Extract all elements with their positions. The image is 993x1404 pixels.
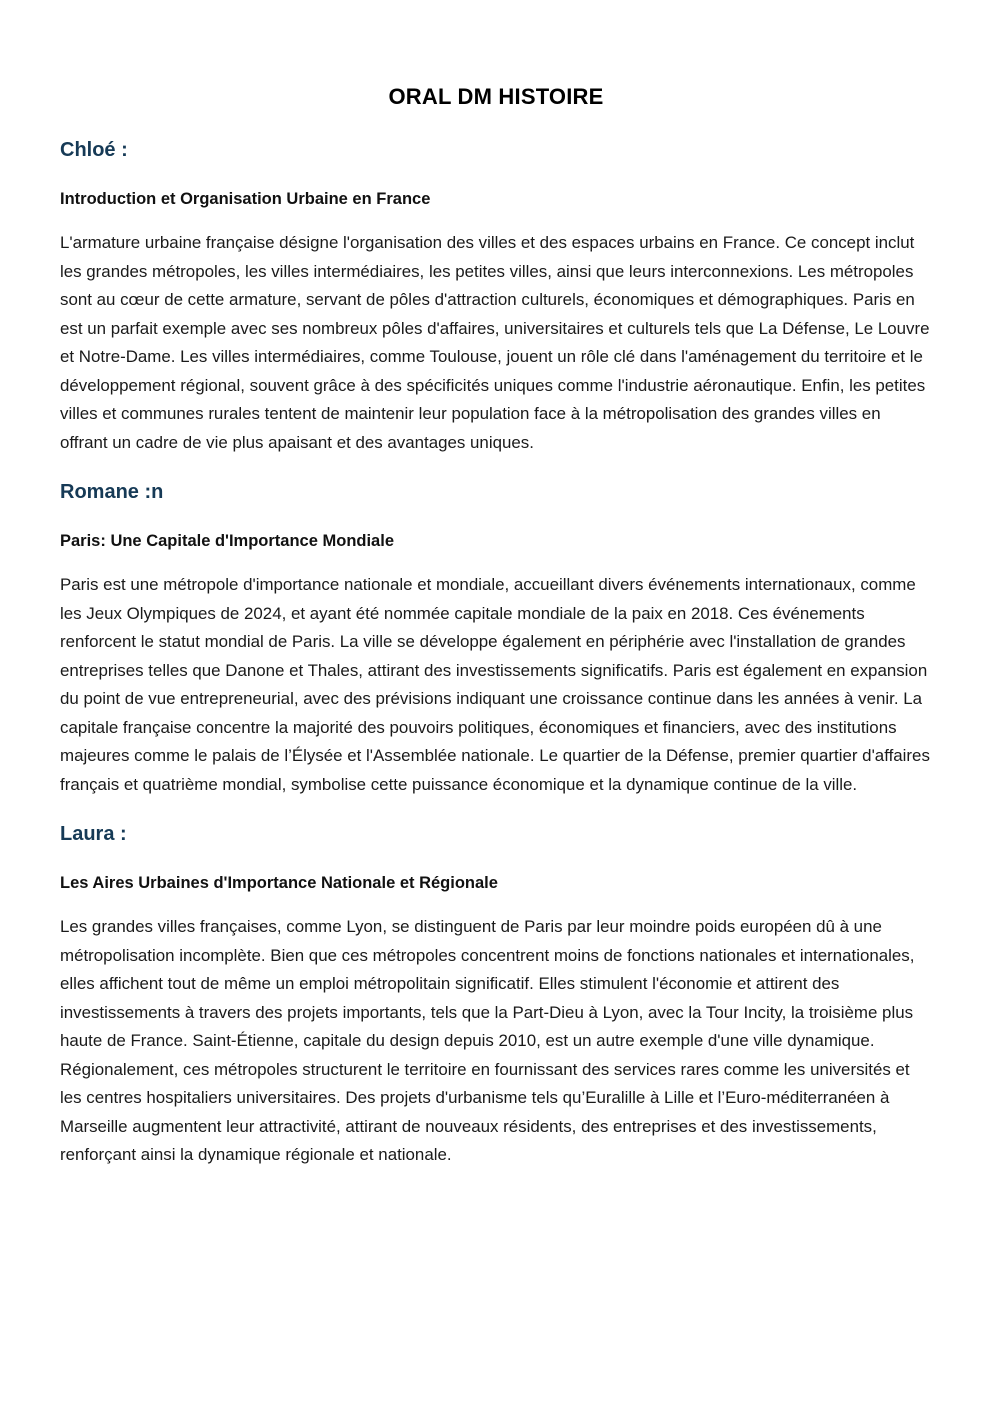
- section-heading: Introduction et Organisation Urbaine en France: [60, 190, 431, 208]
- section-paragraph: Les grandes villes françaises, comme Lyon, se distinguent de Paris par leur moindre poids européen dû à une métropolisation incomplète. Bien que ces métropoles concentrent moins de fonctions nationales et internationales, elles affichent tout de même un emploi métropolitain significatif. Elles stimulent l'économie et attirent des investissements à travers des projets importants, tels que la Part-Dieu à Lyon, avec la Tour Incity, la troisième plus haute de France. Saint-Étienne, capitale du design depuis 2010, est un autre exemple d'une ville dynamique. Régionalement, ces métropoles structurent le territoire en fournissant des services rares comme les universités et les centres hospitaliers universitaires. Des projets d'urbanisme tels qu’Euralille à Lille et l’Euro-méditerranéen à Marseille augmentent leur attractivité, attirant de nouveaux résidents, des entreprises et des investissements, renforçant ainsi la dynamique régionale et nationale.: [60, 917, 915, 1164]
- section-paragraph: Paris est une métropole d'importance nationale et mondiale, accueillant divers événements internationaux, comme les Jeux Olympiques de 2024, et ayant été nommée capitale mondiale de la paix en 2018. Ces événements renforcent le statut mondial de Paris. La ville se développe également en périphérie avec l'installation de grandes entreprises telles que Danone et Thales, attirant des investissements significatifs. Paris est également en expansion du point de vue entrepreneurial, avec des prévisions indiquant une croissance continue dans les années à venir. La capitale française concentre la majorité des pouvoirs politiques, économiques et financiers, avec des institutions majeures comme le palais de l’Élysée et l'Assemblée nationale. Le quartier de la Défense, premier quartier d'affaires français et quatrième mondial, symbolise cette puissance économique et la dynamique continue de la ville.: [60, 575, 930, 794]
- section-laura: [60, 823, 932, 1170]
- document-page: [60, 84, 932, 1194]
- speaker-name: Romane :n: [60, 481, 164, 503]
- section-paragraph: L'armature urbaine française désigne l'organisation des villes et des espaces urbains en France. Ce concept inclut les grandes métropoles, les villes intermédiaires, les petites villes, ainsi que leurs interconnexions. Les métropoles sont au cœur de cette armature, servant de pôles d'attraction culturels, économiques et démographiques. Paris en est un parfait exemple avec ses nombreux pôles d'affaires, universitaires et culturels tels que La Défense, Le Louvre et Notre-Dame. Les villes intermédiaires, comme Toulouse, jouent un rôle clé dans l'aménagement du territoire et le développement régional, souvent grâce à des spécificités uniques comme l'industrie aéronautique. Enfin, les petites villes et communes rurales tentent de maintenir leur population face à la métropolisation des grandes villes en offrant un cadre de vie plus apaisant et des avantages uniques.: [60, 233, 930, 452]
- section-chloe: [60, 139, 932, 457]
- speaker-name: Chloé :: [60, 139, 128, 161]
- section-heading: Les Aires Urbaines d'Importance Nationale et Régionale: [60, 874, 498, 892]
- speaker-name: Laura :: [60, 823, 127, 845]
- section-heading: Paris: Une Capitale d'Importance Mondiale: [60, 532, 394, 550]
- document-title: ORAL DM HISTOIRE: [388, 84, 604, 109]
- section-romane: [60, 481, 932, 799]
